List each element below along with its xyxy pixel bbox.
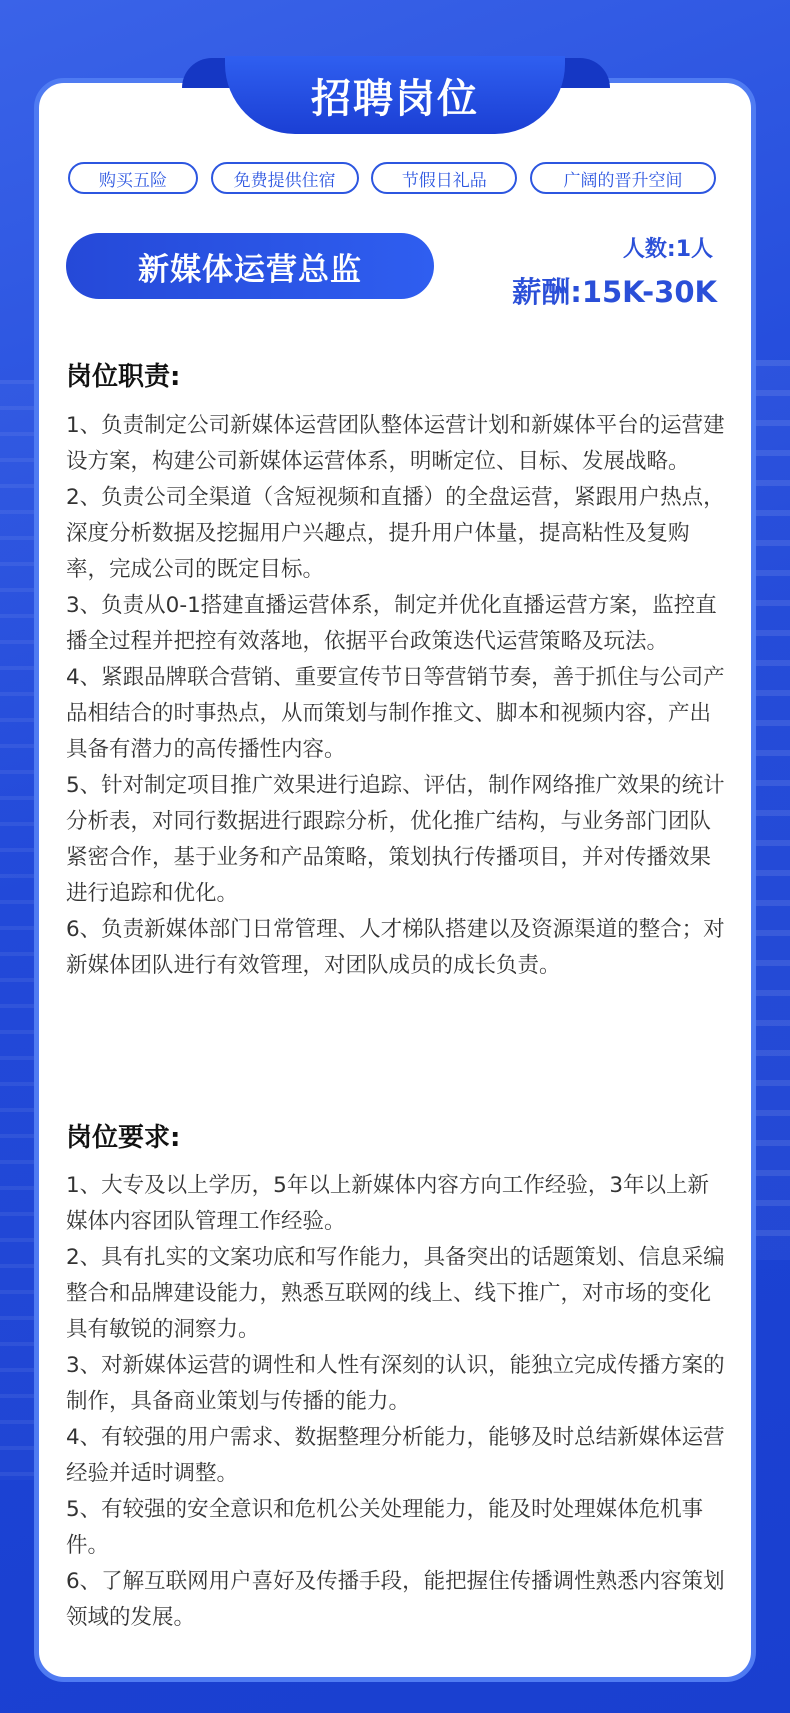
page-title: 招聘岗位 xyxy=(225,56,565,134)
salary: 薪酬:15K-30K xyxy=(512,275,717,309)
requirement-item: 6、了解互联网用户喜好及传播手段，能把握住传播调性熟悉内容策划领域的发展。 xyxy=(66,1569,725,1630)
duty-item: 5、针对制定项目推广效果进行追踪、评估，制作网络推广效果的统计分析表，对同行数据进行跟踪分析，优化推广结构，与业务部门团队紧密合作，基于业务和产品策略，策划执行传播项目，并对传播效果进行追踪和优化。 xyxy=(66,773,725,906)
requirement-item: 5、有较强的安全意识和危机公关处理能力，能及时处理媒体危机事件。 xyxy=(66,1497,704,1558)
duty-item: 2、负责公司全渠道（含短视频和直播）的全盘运营，紧跟用户热点，深度分析数据及挖掘用户兴趣点，提升用户体量，提高粘性及复购率，完成公司的既定目标。 xyxy=(66,485,725,582)
requirements-list xyxy=(66,1168,726,1636)
requirements-heading: 岗位要求: xyxy=(66,1123,181,1153)
duty-item: 4、紧跟品牌联合营销、重要宣传节日等营销节奏，善于抓住与公司产品相结合的时事热点，从而策划与制作推文、脚本和视频内容，产出具备有潜力的高传播性内容。 xyxy=(66,665,725,762)
job-title: 新媒体运营总监 xyxy=(66,233,434,299)
benefit-tags xyxy=(68,162,716,194)
duty-item: 6、负责新媒体部门日常管理、人才梯队搭建以及资源渠道的整合；对新媒体团队进行有效管理，对团队成员的成长负责。 xyxy=(66,917,725,978)
benefit-tag: 广阔的晋升空间 xyxy=(530,162,716,194)
benefit-tag: 购买五险 xyxy=(68,162,198,194)
requirement-item: 2、具有扎实的文案功底和写作能力，具备突出的话题策划、信息采编整合和品牌建设能力，熟悉互联网的线上、线下推广，对市场的变化具有敏锐的洞察力。 xyxy=(66,1245,725,1342)
duties-list xyxy=(66,408,726,984)
requirement-item: 4、有较强的用户需求、数据整理分析能力，能够及时总结新媒体运营经验并适时调整。 xyxy=(66,1425,725,1486)
requirement-item: 3、对新媒体运营的调性和人性有深刻的认识，能独立完成传播方案的制作，具备商业策划与传播的能力。 xyxy=(66,1353,725,1414)
benefit-tag: 免费提供住宿 xyxy=(211,162,359,194)
headcount: 人数:1人 xyxy=(622,237,713,262)
benefit-tag: 节假日礼品 xyxy=(371,162,517,194)
requirement-item: 1、大专及以上学历，5年以上新媒体内容方向工作经验，3年以上新媒体内容团队管理工作经验。 xyxy=(66,1173,710,1234)
duty-item: 1、负责制定公司新媒体运营团队整体运营计划和新媒体平台的运营建设方案，构建公司新媒体运营体系，明晰定位、目标、发展战略。 xyxy=(66,413,725,474)
duty-item: 3、负责从0-1搭建直播运营体系，制定并优化直播运营方案，监控直播全过程并把控有效落地，依据平台政策迭代运营策略及玩法。 xyxy=(66,593,717,654)
duties-heading: 岗位职责: xyxy=(66,362,181,392)
